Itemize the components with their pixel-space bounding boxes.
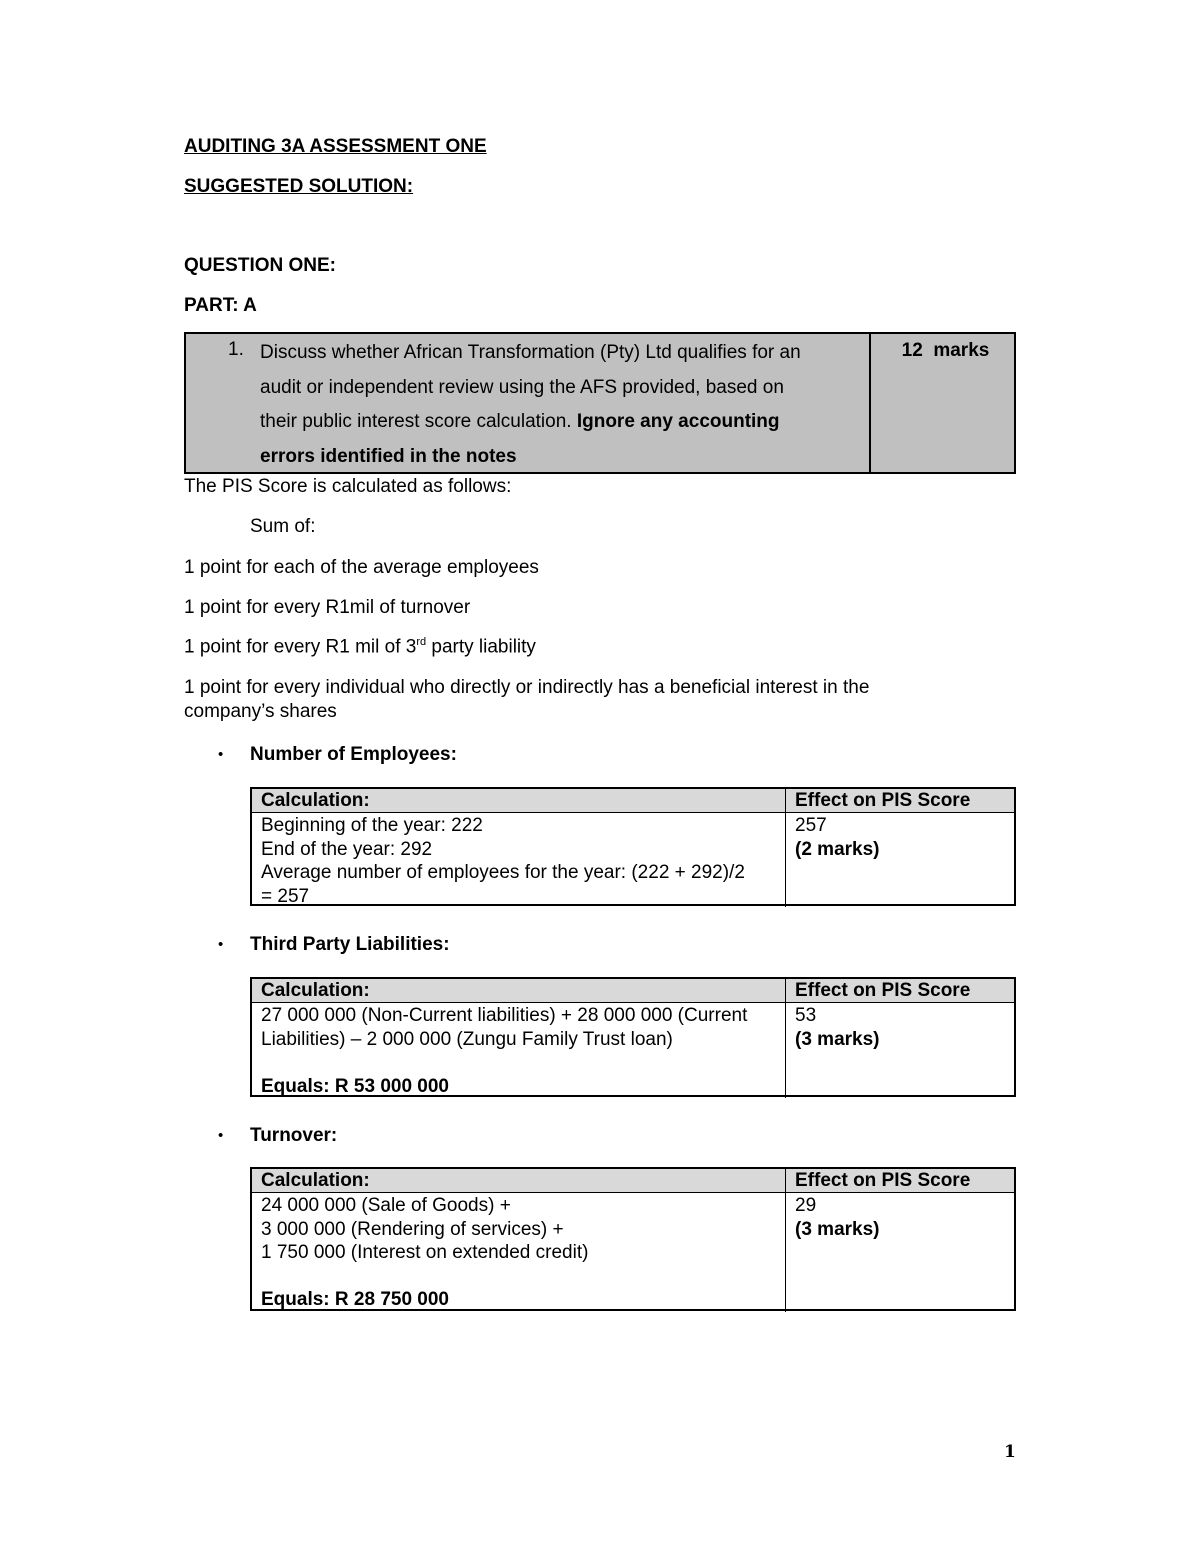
effect-cell bbox=[795, 814, 880, 861]
calc-line: Liabilities) – 2 000 000 (Zungu Family Trust loan) bbox=[261, 1028, 673, 1050]
effect-value: 53 bbox=[795, 1005, 817, 1026]
table-header bbox=[252, 979, 1014, 1003]
calc-column-header: Calculation: bbox=[261, 790, 370, 811]
column-divider bbox=[785, 789, 786, 812]
question-line-text: their public interest score calculation. bbox=[260, 411, 572, 432]
effect-value: 29 bbox=[795, 1195, 817, 1216]
question-heading: QUESTION ONE: bbox=[184, 255, 337, 276]
liabilities-table bbox=[250, 977, 1016, 1097]
calc-column-header: Calculation: bbox=[261, 980, 370, 1001]
question-marks: 12 marks bbox=[901, 340, 990, 361]
point-liability-text: party liability bbox=[426, 636, 536, 658]
question-line: audit or independent review using the AFS provided, based on bbox=[260, 376, 784, 398]
point-turnover: 1 point for every R1mil of turnover bbox=[184, 597, 471, 618]
spacer bbox=[261, 1051, 781, 1075]
page-number: 1 bbox=[1004, 1442, 1016, 1462]
turnover-table bbox=[250, 1167, 1016, 1311]
liabilities-heading: Third Party Liabilities: bbox=[250, 934, 450, 955]
table-row bbox=[252, 1003, 1014, 1098]
calc-line: 24 000 000 (Sale of Goods) + bbox=[261, 1195, 511, 1216]
effect-marks: (3 marks) bbox=[795, 1028, 880, 1050]
turnover-heading: Turnover: bbox=[250, 1125, 338, 1146]
point-individual: 1 point for every individual who directly or indirectly has a beneficial interest in the bbox=[184, 677, 870, 698]
effect-cell bbox=[795, 1004, 880, 1051]
effect-marks: (2 marks) bbox=[795, 838, 880, 860]
point-employees: 1 point for each of the average employees bbox=[184, 557, 539, 578]
point-liability bbox=[184, 636, 536, 658]
calc-line: 3 000 000 (Rendering of services) + bbox=[261, 1218, 564, 1240]
question-text bbox=[260, 336, 850, 474]
column-divider bbox=[785, 813, 786, 907]
bullet-icon: • bbox=[218, 1127, 224, 1144]
column-divider bbox=[785, 1003, 786, 1098]
calc-line: Beginning of the year: 222 bbox=[261, 815, 483, 836]
calc-line: Average number of employees for the year: (222 + 292)/2 bbox=[261, 862, 745, 883]
table-header bbox=[252, 1169, 1014, 1193]
document-title: AUDITING 3A ASSESSMENT ONE bbox=[184, 136, 487, 157]
column-divider bbox=[785, 1193, 786, 1312]
effect-value: 257 bbox=[795, 815, 827, 836]
spacer bbox=[261, 1265, 781, 1289]
question-box bbox=[184, 332, 1016, 474]
question-number: 1. bbox=[228, 339, 244, 360]
calc-cell bbox=[261, 1004, 781, 1098]
table-header bbox=[252, 789, 1014, 813]
document-subtitle: SUGGESTED SOLUTION: bbox=[184, 176, 414, 197]
calc-cell bbox=[261, 814, 781, 908]
effect-marks: (3 marks) bbox=[795, 1218, 880, 1240]
calc-line: End of the year: 292 bbox=[261, 838, 433, 860]
effect-cell bbox=[795, 1194, 880, 1241]
question-emphasis: Ignore any accounting bbox=[576, 411, 780, 432]
ordinal-suffix: rd bbox=[416, 636, 427, 648]
calc-line: 27 000 000 (Non-Current liabilities) + 28 000 000 (Current bbox=[261, 1005, 748, 1026]
question-line bbox=[260, 405, 850, 440]
calc-equals: Equals: R 53 000 000 bbox=[261, 1075, 449, 1097]
employees-heading: Number of Employees: bbox=[250, 744, 457, 765]
calc-equals: Equals: R 28 750 000 bbox=[261, 1289, 449, 1310]
column-divider bbox=[785, 979, 786, 1002]
pis-intro: The PIS Score is calculated as follows: bbox=[184, 476, 512, 497]
effect-column-header: Effect on PIS Score bbox=[795, 1170, 971, 1191]
point-individual-cont: company’s shares bbox=[184, 701, 337, 722]
question-emphasis: errors identified in the notes bbox=[260, 445, 517, 467]
point-liability-text: 1 point for every R1 mil of 3 bbox=[184, 636, 417, 658]
effect-column-header: Effect on PIS Score bbox=[795, 790, 971, 811]
question-line: Discuss whether African Transformation (Pty) Ltd qualifies for an bbox=[260, 342, 801, 363]
question-line bbox=[260, 440, 850, 475]
calc-column-header: Calculation: bbox=[261, 1170, 370, 1191]
employees-table bbox=[250, 787, 1016, 906]
column-divider bbox=[785, 1169, 786, 1192]
sum-of-label: Sum of: bbox=[250, 516, 316, 537]
table-row bbox=[252, 813, 1014, 907]
calc-line: = 257 bbox=[261, 885, 310, 907]
bullet-icon: • bbox=[218, 936, 224, 953]
calc-cell bbox=[261, 1194, 781, 1312]
calc-line: 1 750 000 (Interest on extended credit) bbox=[261, 1242, 589, 1263]
table-row bbox=[252, 1193, 1014, 1312]
part-heading: PART: A bbox=[184, 295, 257, 316]
effect-column-header: Effect on PIS Score bbox=[795, 980, 971, 1001]
bullet-icon: • bbox=[218, 746, 224, 763]
